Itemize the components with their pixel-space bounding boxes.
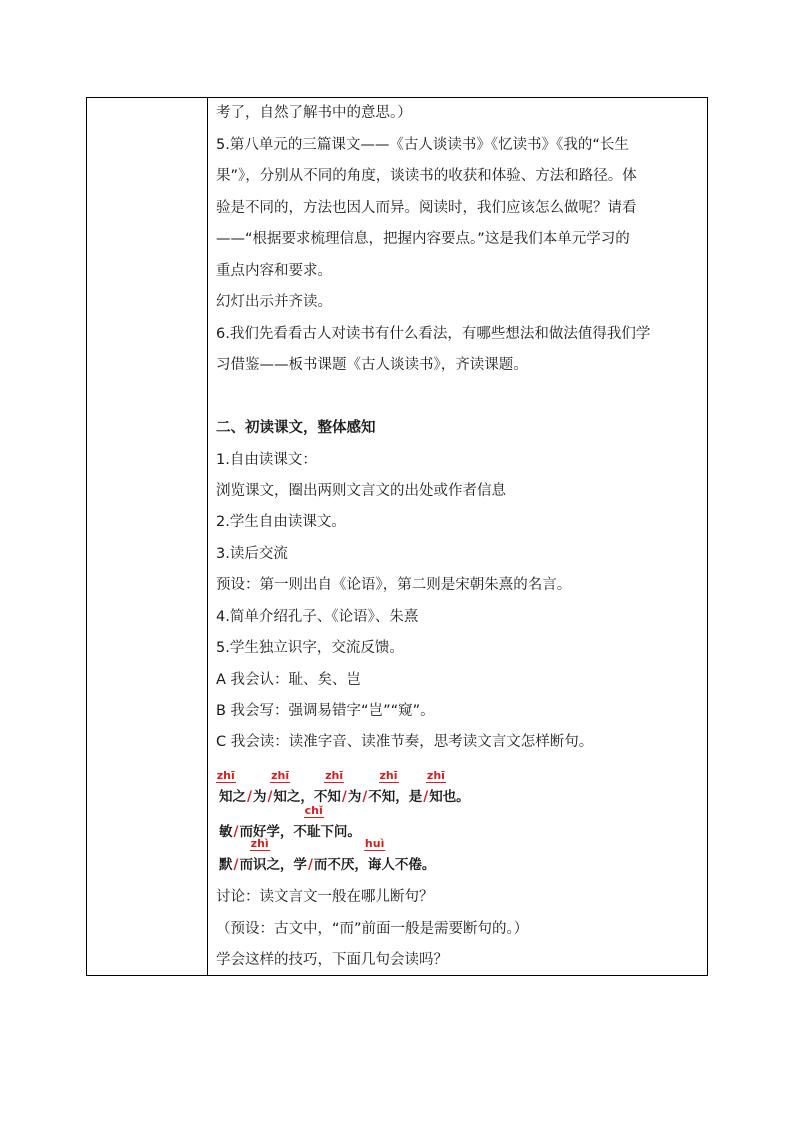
pinyin-annotation: zhī bbox=[216, 769, 235, 782]
sentence-text: 为 bbox=[252, 789, 267, 805]
ruby-char bbox=[250, 837, 269, 873]
sentence-text: 默 bbox=[219, 857, 233, 873]
text-line: ——“根据要求梳理信息，把握内容要点。”这是我们本单元学习的 bbox=[216, 231, 630, 247]
sentence-text: 之，学 bbox=[266, 857, 307, 873]
sentence-text: 之 bbox=[232, 789, 246, 805]
ruby-base: 知 bbox=[273, 789, 287, 805]
ruby-base: 知 bbox=[429, 789, 443, 805]
classical-sentence-2 bbox=[219, 804, 361, 840]
classical-sentence-3 bbox=[219, 837, 436, 873]
pause-slash: / bbox=[233, 857, 239, 873]
sentence-text: 不 bbox=[368, 789, 382, 805]
sentence-text: 人不倦。 bbox=[381, 857, 436, 873]
ruby-base: 知 bbox=[219, 789, 233, 805]
text-line: B 我会写：强调易错字“岂”“窥”。 bbox=[216, 703, 435, 719]
pinyin-annotation: zhī bbox=[325, 769, 344, 782]
ruby-char bbox=[426, 769, 445, 805]
text-line: 果”》，分别从不同的角度，谈读书的收获和体验、方法和路径。体 bbox=[216, 168, 637, 184]
sentence-text: 敏 bbox=[219, 824, 233, 840]
pinyin-annotation: huì bbox=[364, 837, 385, 850]
text-line: 6.我们先看看古人对读书有什么看法，有哪些想法和做法值得我们学 bbox=[216, 326, 651, 342]
text-line: 4.简单介绍孔子、《论语》、朱熹 bbox=[216, 609, 419, 625]
section-heading: 二、初读课文，整体感知 bbox=[216, 420, 376, 436]
text-line: C 我会读：读准字音、读准节奏，思考读文言文怎样断句。 bbox=[216, 734, 594, 750]
text-line: 1.自由读课文： bbox=[216, 452, 317, 468]
ruby-char bbox=[379, 769, 398, 805]
text-line: 学会这样的技巧，下面几句会读吗？ bbox=[216, 952, 448, 968]
sentence-text: 下问。 bbox=[320, 824, 361, 840]
text-line: 讨论：读文言文一般在哪儿断句？ bbox=[216, 889, 434, 905]
text-line: 预设：第一则出自《论语》，第二则是宋朝朱熹的名言。 bbox=[216, 577, 572, 593]
text-line: （预设：古文中，“而”前面一般是需要断句的。） bbox=[216, 921, 529, 937]
ruby-base: 知 bbox=[327, 789, 341, 805]
text-line: 5.学生独立识字，交流反馈。 bbox=[216, 640, 404, 656]
text-line: 考了，自然了解书中的意思。） bbox=[216, 105, 412, 121]
text-line: 浏览课文，圈出两则文言文的出处或作者信息 bbox=[216, 483, 506, 499]
text-line: 验是不同的，方法也因人而异。阅读时，我们应该怎么做呢？请看 bbox=[216, 200, 637, 216]
sentence-text: 也。 bbox=[442, 789, 470, 805]
text-line: 习借鉴——板书课题《古人谈读书》，齐读课题。 bbox=[216, 357, 528, 373]
sentence-text: ，是 bbox=[395, 789, 423, 805]
pinyin-annotation: zhī bbox=[271, 769, 290, 782]
pinyin-annotation: zhī bbox=[426, 769, 445, 782]
sentence-text: 而 bbox=[239, 857, 253, 873]
ruby-base: 知 bbox=[381, 789, 396, 805]
pinyin-annotation: zhī bbox=[379, 769, 398, 782]
pause-slash: / bbox=[233, 824, 239, 840]
sentence-text: 而不厌， bbox=[313, 857, 368, 873]
text-line: 2.学生自由读课文。 bbox=[216, 514, 346, 530]
sentence-text: 为 bbox=[347, 789, 362, 805]
sentence-text: 之，不 bbox=[286, 789, 328, 805]
text-line: 幻灯出示并齐读。 bbox=[216, 294, 332, 310]
ruby-char bbox=[216, 769, 235, 805]
pause-slash: / bbox=[307, 857, 313, 873]
ruby-base: 耻 bbox=[306, 824, 321, 840]
text-line: 5.第八单元的三篇课文——《古人谈读书》《忆读书》《我的“长生 bbox=[216, 137, 629, 153]
pause-slash: / bbox=[341, 789, 347, 805]
pause-slash: / bbox=[423, 789, 429, 805]
ruby-base: 识 bbox=[252, 857, 267, 873]
lesson-table bbox=[86, 97, 708, 976]
classical-sentence-1 bbox=[216, 769, 470, 805]
pause-slash: / bbox=[267, 789, 273, 805]
ruby-char bbox=[271, 769, 290, 805]
pause-slash: / bbox=[362, 789, 368, 805]
text-line: A 我会认：耻、矣、岂 bbox=[216, 672, 362, 688]
ruby-char bbox=[364, 837, 385, 873]
pause-slash: / bbox=[247, 789, 252, 805]
pinyin-annotation: zhì bbox=[250, 837, 269, 850]
column-divider bbox=[207, 98, 208, 975]
pinyin-annotation: chǐ bbox=[304, 804, 323, 817]
sentence-text: 而好学，不 bbox=[239, 824, 307, 840]
ruby-char bbox=[325, 769, 344, 805]
text-line: 3.读后交流 bbox=[216, 546, 288, 562]
text-line: 重点内容和要求。 bbox=[216, 263, 332, 279]
ruby-char bbox=[304, 804, 323, 840]
ruby-base: 诲 bbox=[367, 857, 382, 873]
